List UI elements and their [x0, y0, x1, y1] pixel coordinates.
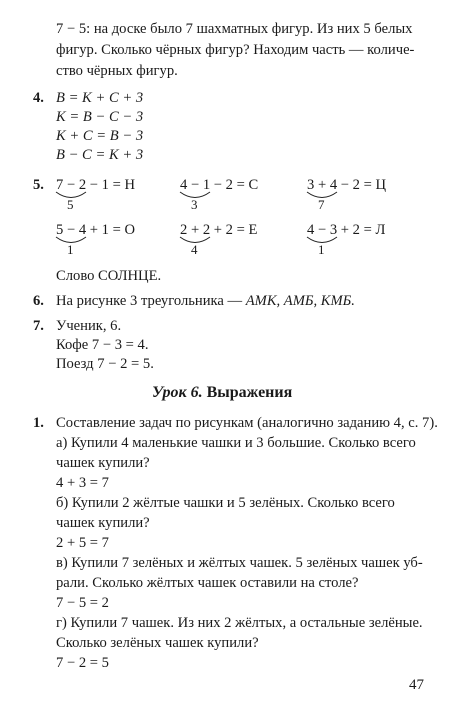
task1-line: в) Купили 7 зелёных и жёлтых чашек. 5 зелёных чашек уб- — [56, 555, 423, 571]
lesson-prefix: Урок 6. — [152, 384, 203, 401]
task6-triangles: АМК, АМБ, КМБ. — [245, 293, 355, 309]
prev-line-1: 7 − 5: на доске было 7 шахматных фигур. Из них 5 белых — [56, 21, 413, 37]
expression: 7 − 2 − 1 = Н — [56, 177, 136, 193]
lesson-heading — [152, 384, 292, 402]
task4-line: B − C = K + 3 — [56, 147, 144, 163]
expression: 4 − 3 + 2 = Л — [307, 222, 386, 238]
task1-line: г) Купили 7 чашек. Из них 2 жёлтых, а остальные зелёные. — [56, 615, 423, 631]
task6-number: 6. — [33, 293, 44, 309]
task1-line: а) Купили 4 маленькие чашки и 3 большие. Сколько всего — [56, 435, 416, 451]
expression: 2 + 2 + 2 = Е — [180, 222, 258, 238]
task1-number: 1. — [33, 415, 44, 431]
task7-line: Ученик, 6. — [56, 318, 122, 334]
task1-line: Сколько зелёных чашек купили? — [56, 635, 259, 651]
prev-line-2: фигур. Сколько чёрных фигур? Находим часть — количе- — [56, 42, 415, 58]
expression: 4 − 1 − 2 = С — [180, 177, 259, 193]
task1-line: Составление задач по рисункам (аналогично заданию 4, с. 7). — [56, 415, 438, 431]
task4-line: K + C = B − 3 — [56, 128, 144, 144]
task5-number: 5. — [33, 177, 44, 193]
task1-line: 7 − 2 = 5 — [56, 655, 109, 671]
task4-line: B = K + C + 3 — [56, 90, 144, 106]
expression-subresult: 3 — [191, 197, 198, 212]
expression-subresult: 5 — [67, 197, 74, 212]
expression: 5 − 4 + 1 = О — [56, 222, 136, 238]
task1-line: 7 − 5 = 2 — [56, 595, 109, 611]
task7-line: Кофе 7 − 3 = 4. — [56, 337, 149, 353]
task1-line: рали. Сколько жёлтых чашек оставили на столе? — [56, 575, 359, 591]
task4-number: 4. — [33, 90, 44, 106]
expression-subresult: 4 — [191, 242, 198, 257]
expression: 3 + 4 − 2 = Ц — [307, 177, 387, 193]
task1-line: чашек купили? — [56, 455, 150, 471]
task7-line: Поезд 7 − 2 = 5. — [56, 356, 154, 372]
expression-subresult: 1 — [318, 242, 325, 257]
task4-line: K = B − C − 3 — [56, 109, 144, 125]
task6-prefix: На рисунке 3 треугольника — — [56, 293, 246, 309]
task6-text — [56, 292, 355, 310]
expression-subresult: 7 — [318, 197, 325, 212]
expression-subresult: 1 — [67, 242, 74, 257]
lesson-title: Выражения — [202, 384, 293, 401]
task1-line: 4 + 3 = 7 — [56, 475, 109, 491]
task7-number: 7. — [33, 318, 44, 334]
task1-line: 2 + 5 = 7 — [56, 535, 109, 551]
answer-word: Слово СОЛНЦЕ. — [56, 268, 162, 284]
prev-line-3: ство чёрных фигур. — [56, 63, 178, 79]
task1-line: чашек купили? — [56, 515, 150, 531]
page-number: 47 — [409, 677, 424, 693]
task1-line: б) Купили 2 жёлтые чашки и 5 зелёных. Сколько всего — [56, 495, 395, 511]
